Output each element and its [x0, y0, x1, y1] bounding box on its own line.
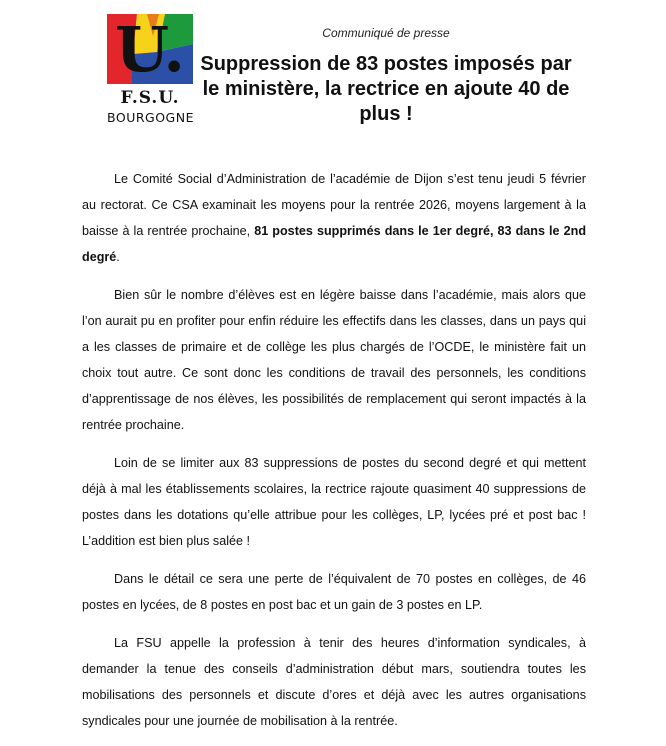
logo-letter: U.	[115, 13, 185, 86]
paragraph-1-highlight: 81 postes supprimés dans le 1er degré, 83 dans le 2nd degré	[82, 224, 587, 264]
paragraph-2: Bien sûr le nombre d’élèves est en légère baisse dans l’académie, mais alors que l’on aurait pu en profiter pour enfin réduire les effectifs dans les classes, dans un pays qui a les classes de primaire et de collège les plus chargés de l’OCDE, le ministère fait un choix tout autre. Ce sont donc les conditions de travail des personnels, les conditions d’apprentissage de nos élèves, les possibilités de remplacement qui seront impactés à la rentrée prochaine.	[82, 288, 586, 432]
fsu-logo	[107, 14, 193, 126]
release-body	[82, 166, 586, 746]
logo-acronym: F.S.U.	[120, 88, 180, 108]
paragraph-3: Loin de se limiter aux 83 suppressions de postes du second degré et qui mettent déjà à mal les établissements scolaires, la rectrice rajoute quasiment 40 suppressions de postes dans les dotations qu’elle attribue pour les collèges, LP, lycées pré et post bac ! L’addition est bien plus salée !	[82, 456, 586, 548]
page-title: Suppression de 83 postes imposés par le ministère, la rectrice en ajoute 40 de plus !	[200, 53, 572, 125]
paragraph-1-text: Le Comité Social d’Administration de l’académie de Dijon s’est tenu jeudi 5 février au rectorat. Ce CSA examinait les moyens pour la rentrée 2026, moyens largement à la baisse à la rentrée prochaine,	[82, 172, 586, 238]
paragraph-1-end: .	[116, 250, 120, 264]
paragraph-5: La FSU appelle la profession à tenir des heures d’information syndicales, à demander la tenue des conseils d’administration début mars, soutiendra toutes les mobilisations des personnels et discute d’ores et déjà avec les autres organisations syndicales pour une journée de mobilisation à la rentrée.	[82, 636, 586, 728]
press-release-label: Communiqué de presse	[322, 26, 450, 40]
logo-region: BOURGOGNE	[107, 110, 194, 125]
paragraph-4: Dans le détail ce sera une perte de l’équivalent de 70 postes en collèges, de 46 postes en lycées, de 8 postes en post bac et un gain de 3 postes en LP.	[82, 572, 586, 612]
paragraph-1	[82, 166, 586, 270]
